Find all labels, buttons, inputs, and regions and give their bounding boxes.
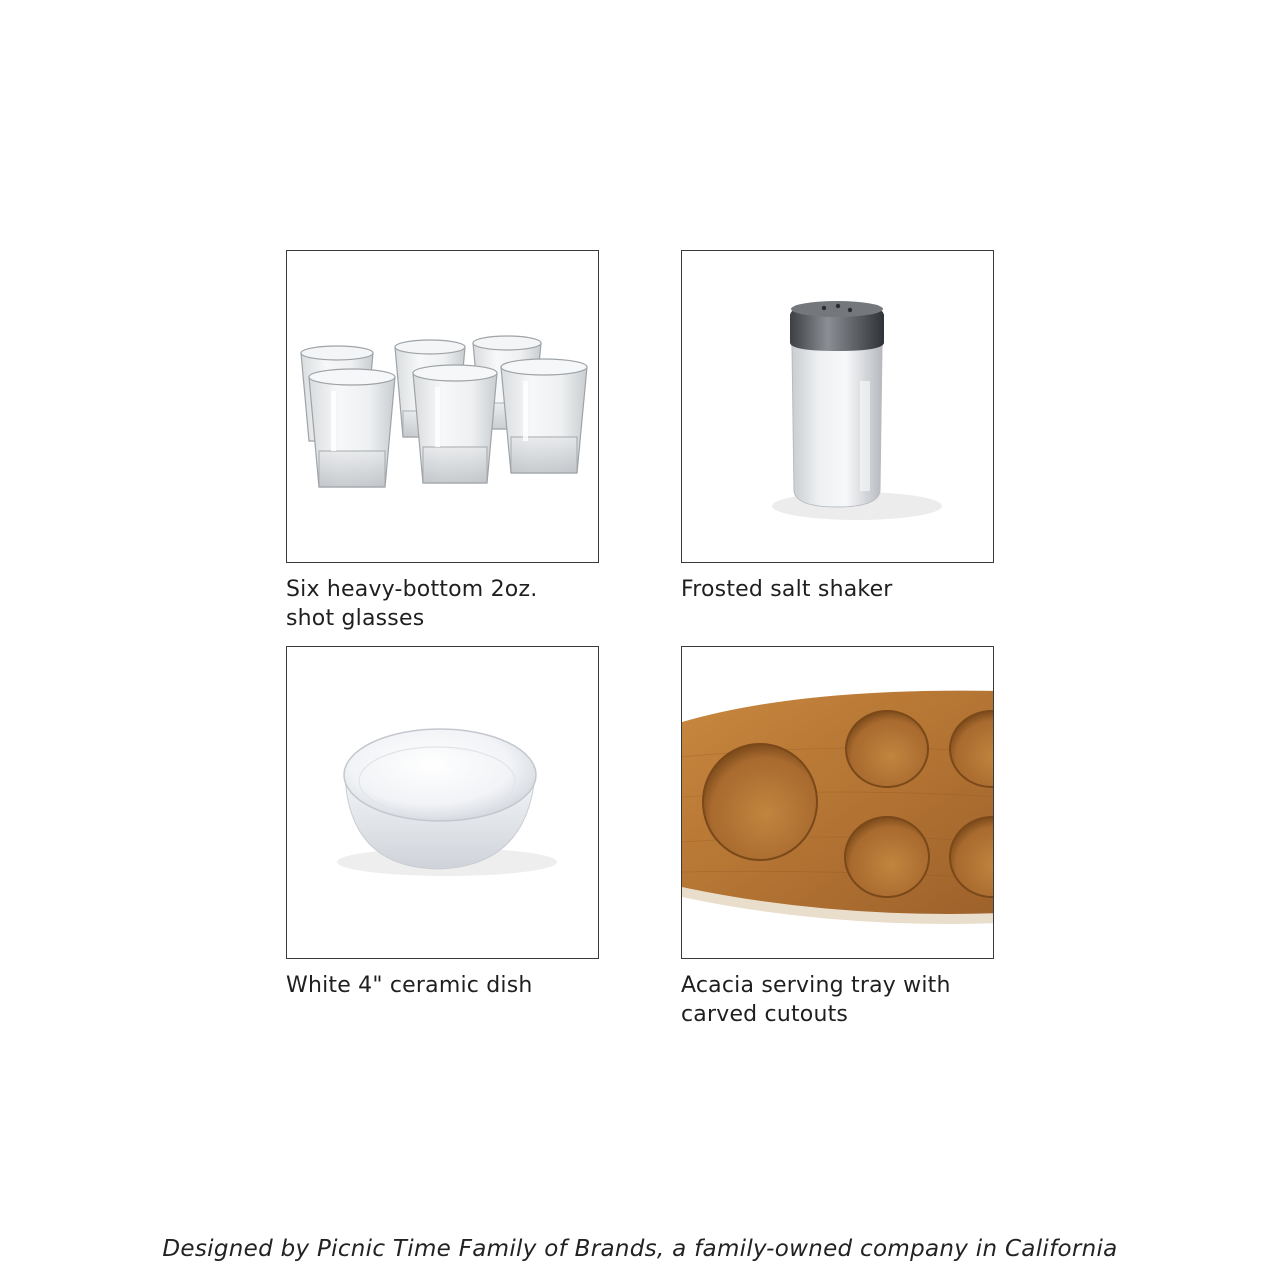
caption-line: Acacia serving tray with bbox=[681, 973, 951, 998]
caption-line: White 4" ceramic dish bbox=[286, 973, 533, 998]
product-image-shot-glasses bbox=[286, 250, 599, 563]
ceramic-dish-illustration bbox=[287, 647, 598, 958]
footer-brand-note: Designed by Picnic Time Family of Brands, a family-owned company in California bbox=[162, 1236, 1118, 1262]
salt-shaker-illustration bbox=[682, 251, 993, 562]
shot-glasses-illustration bbox=[287, 251, 598, 562]
product-image-salt-shaker bbox=[681, 250, 994, 563]
caption-acacia-tray bbox=[681, 971, 1001, 1029]
caption-shot-glasses bbox=[286, 575, 606, 633]
caption-salt-shaker bbox=[681, 575, 1001, 604]
caption-line: carved cutouts bbox=[681, 1002, 849, 1027]
acacia-tray-illustration bbox=[682, 647, 993, 958]
product-image-acacia-tray bbox=[681, 646, 994, 959]
caption-line: Six heavy-bottom 2oz. bbox=[286, 577, 538, 602]
caption-line: shot glasses bbox=[286, 606, 425, 631]
caption-ceramic-dish bbox=[286, 971, 606, 1000]
caption-line: Frosted salt shaker bbox=[681, 577, 893, 602]
product-image-ceramic-dish bbox=[286, 646, 599, 959]
